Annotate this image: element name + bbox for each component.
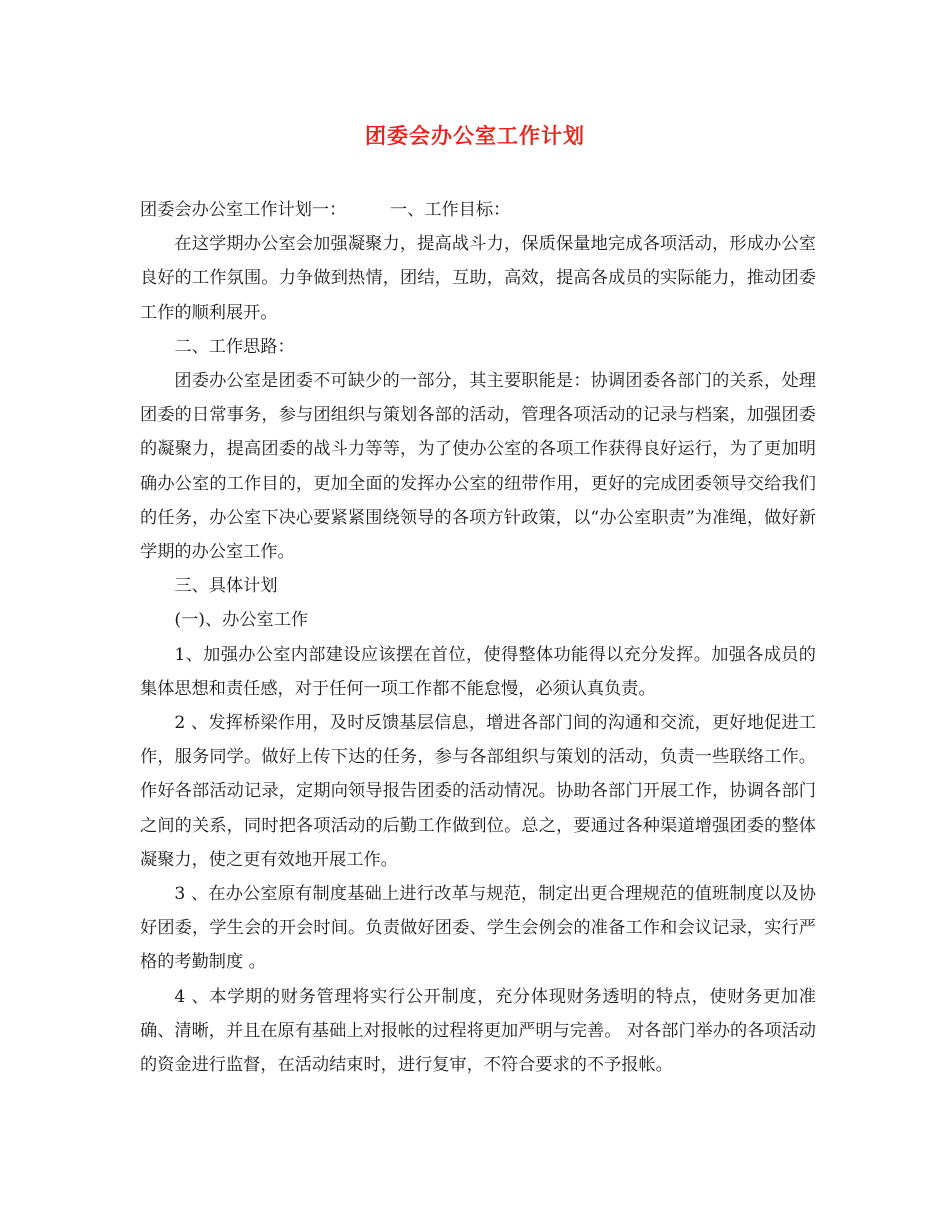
document-title: 团委会办公室工作计划 (365, 123, 585, 148)
intro-heading-line: 团委会办公室工作计划一： 一、工作目标： (140, 200, 511, 220)
paragraph-work-goal: 在这学期办公室会加强凝聚力，提高战斗力，保质保量地完成各项活动，形成办公室良好的工作氛围。力争做到热情，团结，互助，高效，提高各成员的实际能力，推动团委工作的顺利展开。 (140, 234, 816, 323)
paragraph-work-approach: 团委办公室是团委不可缺少的一部分，其主要职能是：协调团委各部门的关系，处理团委的日常事务，参与团组织与策划各部的活动，管理各项活动的记录与档案，加强团委的凝聚力，提高团委的战斗力等等，为了使办公室的各项工作获得良好运行，为了更加明确办公室的工作目的，更加全面的发挥办公室的纽带作用，更好的完成团委领导交给我们的任务，办公室下决心要紧紧围绕领导的各项方针政策，以“办公室职责”为准绳，做好新学期的办公室工作。 (140, 371, 816, 563)
heading-work-approach: 二、工作思路： (174, 336, 295, 357)
paragraph-item-2: 2 、发挥桥梁作用，及时反馈基层信息，增进各部门间的沟通和交流，更好地促进工作，服务同学。做好上传下达的任务，参与各部组织与策划的活动，负责一些联络工作。作好各部活动记录，定期向领导报告团委的活动情况。协助各部门开展工作，协调各部门之间的关系，同时把各项活动的后勤工作做到位。总之，要通过各种渠道增强团委的整体凝聚力，使之更有效地开展工作。 (140, 713, 816, 870)
paragraph-item-1: 1、加强办公室内部建设应该摆在首位，使得整体功能得以充分发挥。加强各成员的集体思想和责任感，对于任何一项工作都不能怠慢，必须认真负责。 (140, 644, 816, 699)
paragraph-item-4: 4 、本学期的财务管理将实行公开制度，充分体现财务透明的特点，使财务更加准确、清晰，并且在原有基础上对报帐的过程将更加严明与完善。 对各部门举办的各项活动的资金进行监督，在活动结束时，进行复审，不符合要求的不予报帐。 (140, 986, 816, 1076)
heading-specific-plan: 三、具体计划 (174, 576, 278, 597)
document-body (140, 193, 816, 1082)
heading-office-work: (一)、办公室工作 (174, 610, 309, 631)
paragraph-item-3: 3 、在办公室原有制度基础上进行改革与规范，制定出更合理规范的值班制度以及协好团委，学生会的开会时间。负责做好团委、学生会例会的准备工作和会议记录，实行严格的考勤制度 。 (140, 884, 816, 973)
